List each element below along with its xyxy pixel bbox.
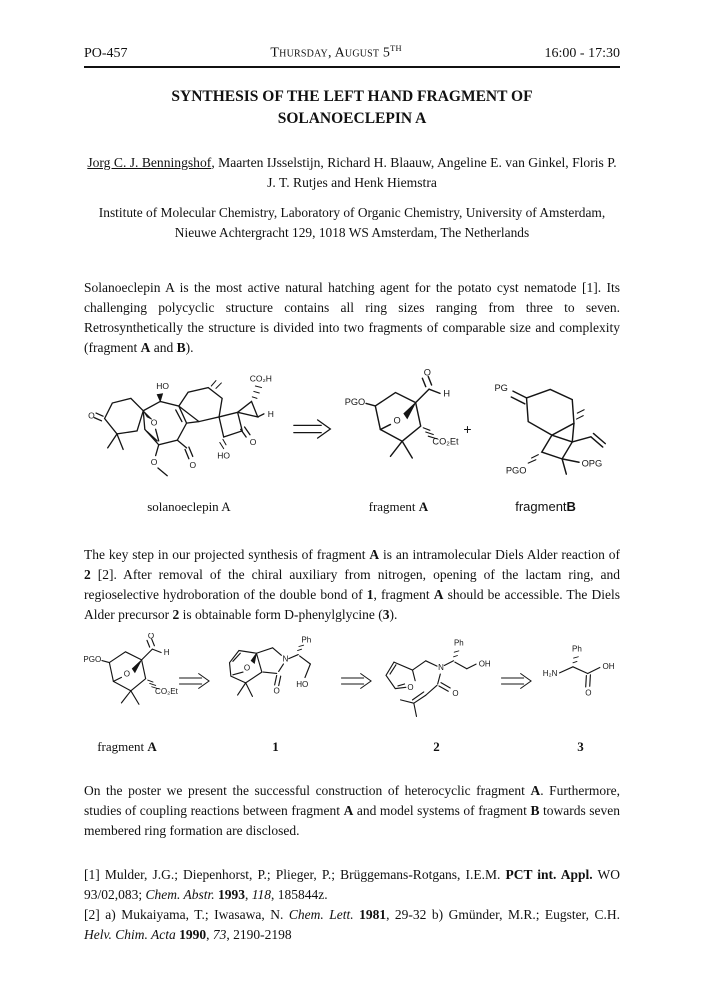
atom-label: H [443,389,451,400]
atom-label: Ph [453,638,464,648]
structure-fragment-a-2 [77,633,178,755]
atom-label: CO₂Et [154,687,178,697]
atom-label: CO₂Et [432,437,460,448]
atom-label: OH [601,662,615,672]
structure-solanoeclepin-a [86,369,291,515]
caption-compound-2: 2 [433,739,440,755]
atom-label: H [163,648,170,658]
figure-retrosynthesis-2 [84,633,620,755]
session-time: 16:00 - 17:30 [544,45,620,61]
paper-title [84,86,620,131]
atom-label: N [437,663,444,673]
atom-label: PGO [82,655,101,665]
caption-compound-1: 1 [272,739,279,755]
atom-label: N [282,654,288,664]
atom-label: Ph [300,635,311,645]
atom-label: H₂N [542,669,557,679]
reference-2: [2] a) Mukaiyama, T.; Iwasawa, N. Chem. Lett. 1981, 29-32 b) Gmünder, M.R.; Eugster, C.H. Helv. Chim. Acta 1990, 73, 2190-2198 [84,907,620,943]
session-day: Thursday, August 5TH [270,44,402,61]
atom-label: CO₂H [250,373,273,384]
atom-label: O [406,683,414,693]
atom-label: O [123,670,130,680]
atom-label: HO [217,451,231,462]
authors-line: Jorg C. J. Benningshof, Maarten IJsselstijn, Richard H. Blaauw, Angeline E. van Ginkel, Floris P. J. T. Rutjes and Henk Hiemstra [87,154,617,190]
structure-fragment-a [335,369,461,515]
paragraph-keystep: The key step in our projected synthesis of fragment A is an intramolecular Diels Alder reaction of 2 [2]. After removal of the chiral auxiliary from nitrogen, opening of the lactam ring, and regioselective hydroboration of the double bond of 1, fragment A should be accessible. The Diels Alder precursor 2 is obtainable form D-phenylglycine (3). [84,547,620,623]
retro-arrow [340,670,374,718]
atom-label: HO [295,680,308,690]
atom-label: O [250,437,257,448]
title-line-2: SOLANOECLEPIN A [277,110,427,128]
atom-label: PG [494,383,508,394]
fragment-a-drawing-2 [77,633,178,717]
atom-label: O [147,633,154,641]
retro-arrow [500,670,534,718]
atom-label: O [451,689,459,699]
atom-label: O [88,410,96,421]
paragraph-poster: On the poster we present the successful construction of heterocyclic fragment A. Furthermore, studies of coupling reactions between fragment A and model systems of fragment B towards seven membered ring formation are disclosed. [84,783,620,839]
atom-label: O [424,369,432,379]
atom-label: PGO [345,397,366,408]
caption-compound-3: 3 [577,739,584,755]
retro-arrow [292,416,334,468]
atom-label: HO [156,381,170,392]
title-line-1: SYNTHESIS OF THE LEFT HAND FRAGMENT OF [171,87,533,105]
caption-fragment-a: fragment A [368,499,429,515]
structure-fragment-b [474,369,618,515]
solanoeclepin-a-drawing [86,369,291,485]
page-header [84,44,620,66]
atom-label: O [243,664,250,674]
atom-label: O [189,460,197,471]
compound-2-drawing [374,633,500,729]
plus-sign: + [463,421,472,438]
caption-fragment-a-2: fragment A [97,739,157,755]
fragment-a-drawing [335,369,461,474]
atom-label: H [268,409,275,420]
atom-label: O [151,417,158,428]
atom-label: OH [478,660,491,670]
structure-compound-1 [212,633,340,755]
paragraph-intro: Solanoeclepin A is the most active natural hatching agent for the potato cyst nematode [1]. Its challenging polycyclic structure contains all ring sizes ranging from three to seven. Retrosynthetically the structure is divided into two fragments of comparable size and complexity (fragment A and B). [84,279,620,355]
poster-code: PO-457 [84,45,128,61]
affiliation-line: Institute of Molecular Chemistry, Laboratory of Organic Chemistry, University of Amsterdam, Nieuwe Achtergracht 129, 1018 WS Amsterdam, The Netherlands [98,205,606,241]
compound-3-drawing [534,633,628,704]
structure-compound-3 [534,633,628,755]
atom-label: O [151,457,158,468]
fragment-b-drawing [474,369,618,492]
header-rule [84,66,620,68]
atom-label: Ph [571,644,582,654]
atom-label: O [393,416,402,427]
atom-label: PGO [505,465,527,476]
compound-1-drawing [212,633,340,724]
caption-solanoeclepin-a: solanoeclepin A [147,499,231,515]
caption-fragment-b: fragmentB [515,499,576,515]
figure-retrosynthesis-1 [84,369,620,515]
atom-label: OPG [581,458,602,469]
reference-1: [1] Mulder, J.G.; Diepenhorst, P.; Plieger, P.; Brüggemans-Rotgans, I.E.M. PCT int. Appl. WO 93/02,083; Chem. Abstr. 1993, 118, 185844z. [84,867,620,903]
atom-label: O [273,687,280,697]
atom-label: O [584,689,592,699]
structure-compound-2 [374,633,500,755]
day-ordinal-superscript: TH [390,44,402,53]
retro-arrow [178,670,212,718]
